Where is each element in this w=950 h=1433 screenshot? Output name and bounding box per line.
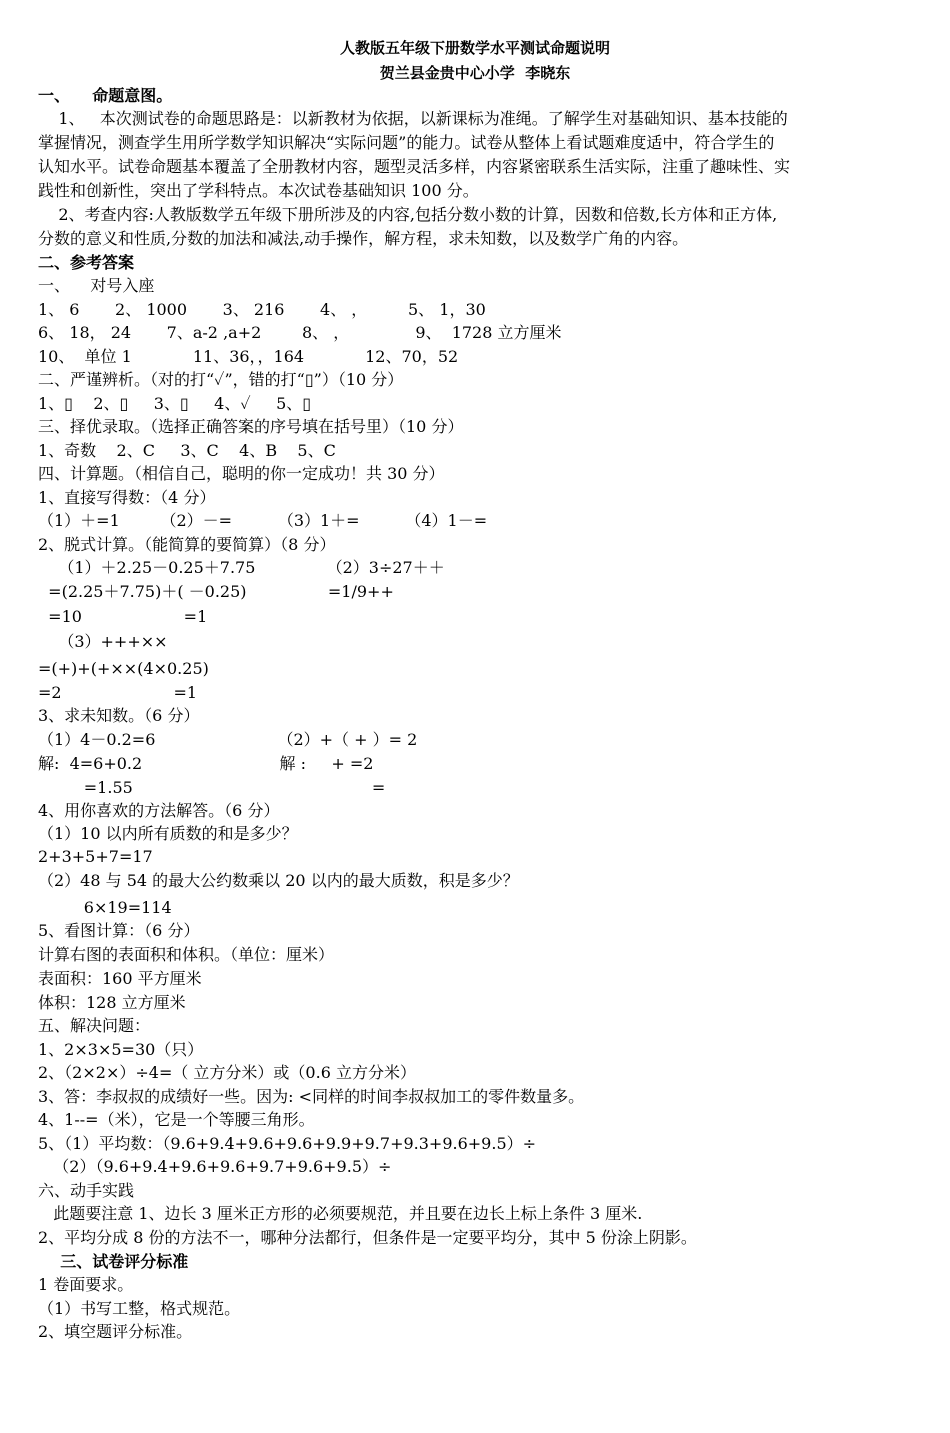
answer-line: 6、 18， 24 7、a-2 ,a+2 8、 ， 9、 1728 立方厘米	[38, 323, 562, 342]
answer-line: 此题要注意 1、边长 3 厘米正方形的必须要规范，并且要在边长上标上条件 3 厘米.	[38, 1204, 643, 1223]
answer-line: =2 =1	[38, 683, 198, 702]
grading-line: 2、填空题评分标准。	[38, 1322, 193, 1341]
answer-line: 5、看图计算：（6 分）	[38, 921, 200, 940]
answer-line: 4、1--=（米），它是一个等腰三角形。	[38, 1110, 315, 1129]
answer-line: （1）＋2.25－0.25＋7.75 （2）3÷27＋＋	[38, 558, 445, 577]
answer-line: 10、 单位 1 11、36，，164 12、70，52	[38, 347, 459, 366]
section-heading-intent: 一、 命题意图。	[38, 86, 173, 105]
answer-line: 2+3+5+7=17	[38, 847, 153, 866]
paragraph-line: 分数的意义和性质,分数的加法和减法,动手操作，解方程，求未知数，以及数学广角的内容。	[38, 229, 689, 248]
answer-line: 4、用你喜欢的方法解答。（6 分）	[38, 801, 280, 820]
answer-line: （1）10 以内所有质数的和是多少？	[38, 824, 298, 843]
answer-line: =(+)+(+××(4×0.25)	[38, 659, 209, 678]
section-heading-answers: 二、参考答案	[38, 253, 135, 272]
answer-line: （2）48 与 54 的最大公约数乘以 20 以内的最大质数，积是多少？	[38, 871, 519, 890]
answer-line: =(2.25＋7.75)＋( －0.25) =1/9++	[38, 582, 394, 601]
paragraph-line: 掌握情况，测查学生用所学数学知识解决“实际问题”的能力。试卷从整体上看试题难度适中，符合学生的	[38, 133, 775, 152]
answer-line: 1、▯ 2、▯ 3、▯ 4、✓ 5、▯	[38, 394, 312, 413]
answer-line: 表面积：160 平方厘米	[38, 969, 202, 988]
answer-line: 2、（2×2×）÷4=（ 立方分米）或（0.6 立方分米）	[38, 1063, 416, 1082]
answer-line: 五、解决问题：	[38, 1016, 151, 1035]
grading-line: 1 卷面要求。	[38, 1275, 134, 1294]
answer-line: =10 =1	[38, 607, 208, 626]
answer-line: （1）4－0.2=6 （2）+（ + ）= 2	[38, 730, 418, 749]
answer-line: 解: 4=6+0.2 解 : + =2	[38, 754, 374, 773]
answer-line: 2、平均分成 8 份的方法不一，哪种分法都行，但条件是一定要平均分，其中 5 份涂上阴影。	[38, 1228, 697, 1247]
answer-line: 计算右图的表面积和体积。（单位：厘米）	[38, 945, 335, 964]
answer-line: （2）（9.6+9.4+9.6+9.6+9.7+9.6+9.5）÷	[38, 1157, 392, 1176]
grading-line: （1）书写工整，格式规范。	[38, 1299, 241, 1318]
paragraph-line: 1、 本次测试卷的命题思路是：以新教材为依据，以新课标为准绳。了解学生对基础知识、基本技能的	[38, 109, 788, 128]
answer-line: 1、直接写得数：（4 分）	[38, 488, 216, 507]
answer-line: 1、 6 2、 1000 3、 216 4、 ， 5、 1，30	[38, 300, 486, 319]
answer-line: 六、动手实践	[38, 1181, 135, 1200]
answer-line: 3、答：李叔叔的成绩好一些。因为: <同样的时间李叔叔加工的零件数量多。	[38, 1087, 585, 1106]
answer-line: 二、严谨辨析。（对的打“✓”，错的打“▯”）（10 分）	[38, 370, 404, 389]
answer-line: 1、2×3×5=30（只）	[38, 1040, 204, 1059]
answer-line: 四、计算题。（相信自己，聪明的你一定成功！共 30 分）	[38, 464, 445, 483]
document-title: 人教版五年级下册数学水平测试命题说明	[339, 39, 610, 57]
answer-line: =1.55 =	[38, 778, 386, 797]
paragraph-line: 认知水平。试卷命题基本覆盖了全册教材内容，题型灵活多样，内容紧密联系生活实际，注重了趣味性、实	[38, 157, 791, 176]
answer-line: 5、（1）平均数：（9.6+9.4+9.6+9.6+9.9+9.7+9.3+9.6+9.5）÷	[38, 1134, 537, 1153]
answer-line: 2、脱式计算。（能简算的要简算）（8 分）	[38, 535, 336, 554]
answer-line: （3）+++××	[38, 632, 168, 651]
answer-line: 体积：128 立方厘米	[38, 993, 186, 1012]
answer-line: （1）＋=1 （2）－= （3）1＋= （4）1－=	[38, 511, 488, 530]
answer-line: 3、求未知数。（6 分）	[38, 706, 200, 725]
answer-line: 三、择优录取。（选择正确答案的序号填在括号里）（10 分）	[38, 417, 464, 436]
answer-line: 6×19=114	[38, 898, 172, 917]
paragraph-line: 践性和创新性，突出了学科特点。本次试卷基础知识 100 分。	[38, 181, 479, 200]
answer-line: 1、奇数 2、C 3、C 4、B 5、C	[38, 441, 336, 460]
answer-line: 一、 对号入座	[38, 276, 155, 295]
document-author: 贺兰县金贵中心小学 李晓东	[379, 64, 571, 82]
paragraph-line: 2、考查内容:人教版数学五年级下册所涉及的内容,包括分数小数的计算，因数和倍数,长方体和正方体,	[38, 205, 778, 224]
section-heading-grading: 三、试卷评分标准	[38, 1252, 189, 1271]
